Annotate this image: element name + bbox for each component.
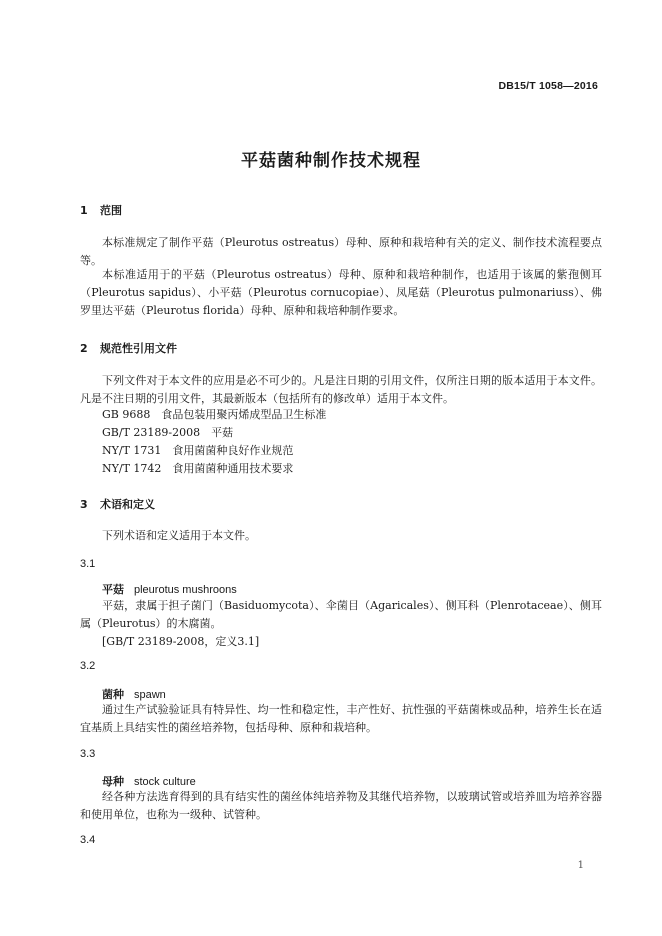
term-chinese: 母种 xyxy=(102,775,124,788)
reference-item: NY/T 1731 食用菌菌种良好作业规范 xyxy=(102,444,294,457)
term-english: stock culture xyxy=(134,776,196,788)
term-heading xyxy=(102,686,166,702)
section-2-heading xyxy=(80,340,177,356)
term-english: spawn xyxy=(134,689,166,701)
section-title: 范围 xyxy=(100,204,122,217)
term-definition: 平菇，隶属于担子菌门（Basiduomycota）、伞菌目（Agaricales）、侧耳科（Plenrotaceae）、侧耳属（Pleurotus）的木腐菌。 xyxy=(80,599,602,630)
term-definition: 通过生产试验验证具有特异性、均一性和稳定性，丰产性好、抗性强的平菇菌株或品种，培养生长在适宜基质上具结实性的菌丝培养物，包括母种、原种和栽培种。 xyxy=(80,703,602,734)
section-number: 1 xyxy=(80,204,88,217)
clause-number: 3.2 xyxy=(80,660,96,672)
reference-item: GB 9688 食品包装用聚丙烯成型品卫生标准 xyxy=(102,408,327,421)
reference-item: NY/T 1742 食用菌菌种通用技术要求 xyxy=(102,462,294,475)
section-3-heading xyxy=(80,496,155,512)
scope-paragraph-1: 本标准规定了制作平菇（Pleurotus ostreatus）母种、原种和栽培种有关的定义、制作技术流程要点等。 xyxy=(80,236,602,267)
section-number: 2 xyxy=(80,342,88,355)
term-chinese: 菌种 xyxy=(102,688,124,701)
term-source: [GB/T 23189-2008，定义3.1] xyxy=(102,635,260,648)
section-1-heading xyxy=(80,202,122,218)
references-intro: 下列文件对于本文件的应用是必不可少的。凡是注日期的引用文件，仅所注日期的版本适用于本文件。凡是不注日期的引用文件，其最新版本（包括所有的修改单）适用于本文件。 xyxy=(80,374,602,405)
clause-number: 3.1 xyxy=(80,558,96,570)
term-chinese: 平菇 xyxy=(102,583,124,596)
reference-item: GB/T 23189-2008 平菇 xyxy=(102,426,234,439)
page-number: 1 xyxy=(577,860,584,871)
scope-paragraph-2: 本标准适用于的平菇（Pleurotus ostreatus）母种、原种和栽培种制作，也适用于该属的紫孢侧耳（Pleurotus sapidus）、小平菇（Pleurotus cornucopiae）、凤尾菇（Pleurotus pulmonariuss）、佛罗里达平菇（Pleurotus florida）母种、原种和栽培种制作要求。 xyxy=(80,268,602,317)
page-title: 平菇菌种制作技术规程 xyxy=(241,151,421,171)
term-english: pleurotus mushroons xyxy=(134,584,237,596)
clause-number: 3.4 xyxy=(80,834,96,846)
term-heading xyxy=(102,581,237,597)
document-id: DB15/T 1058—2016 xyxy=(498,80,598,92)
section-title: 规范性引用文件 xyxy=(100,342,177,355)
term-heading xyxy=(102,773,196,789)
term-definition: 经各种方法选育得到的具有结实性的菌丝体纯培养物及其继代培养物，以玻璃试管或培养皿为培养容器和使用单位，也称为一级种、试管种。 xyxy=(80,790,602,821)
clause-number: 3.3 xyxy=(80,748,96,760)
section-title: 术语和定义 xyxy=(100,498,155,511)
terms-intro: 下列术语和定义适用于本文件。 xyxy=(102,529,256,542)
section-number: 3 xyxy=(80,498,88,511)
